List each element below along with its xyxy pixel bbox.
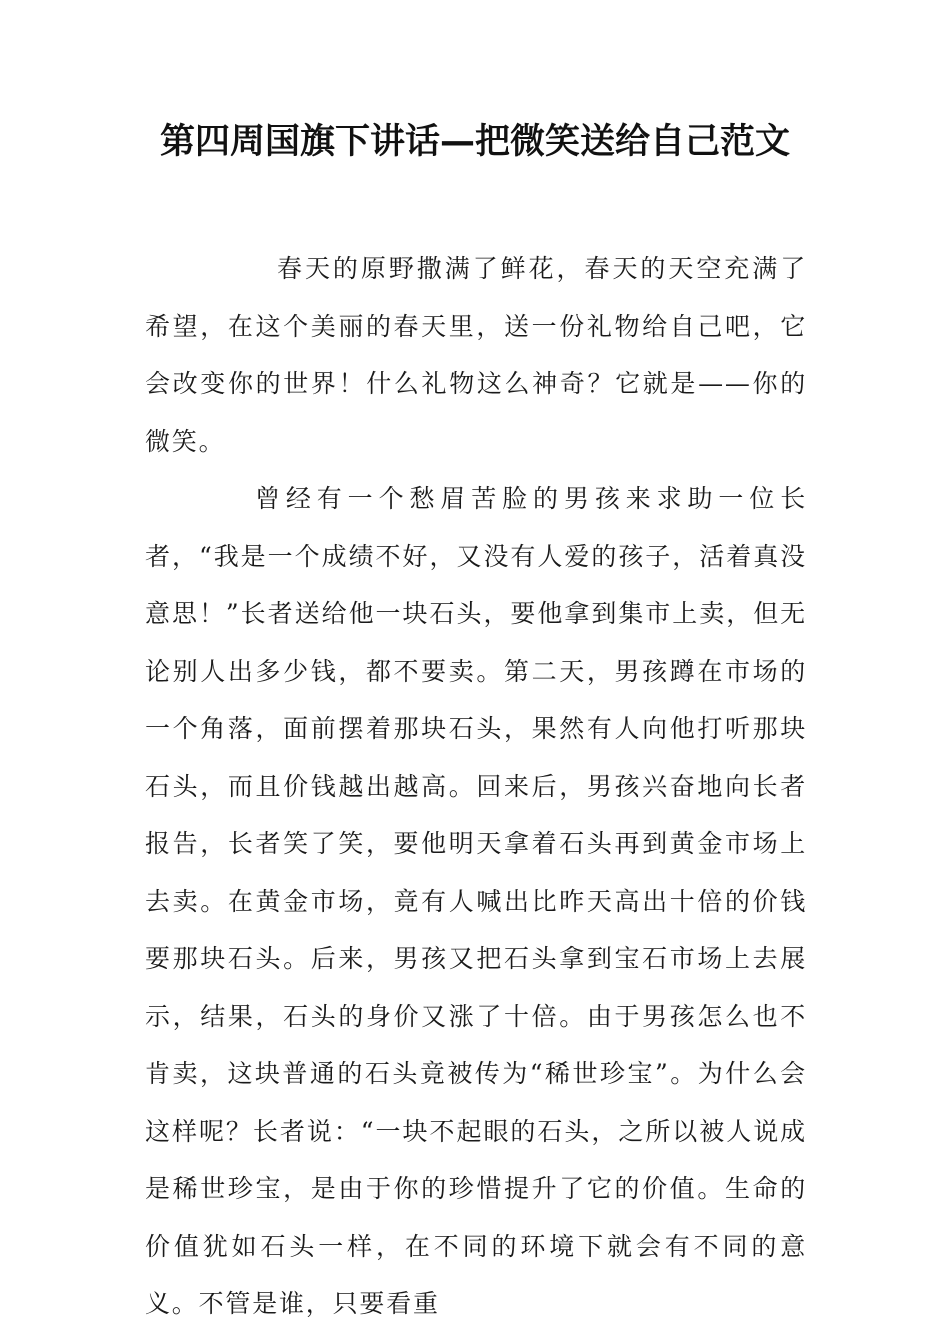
- paragraph-1: 春天的原野撒满了鲜花，春天的天空充满了希望，在这个美丽的春天里，送一份礼物给自己吧，它会改变你的世界！什么礼物这么神奇？它就是——你的微笑。: [145, 254, 807, 456]
- document-title: 第四周国旗下讲话—把微笑送给自己范文: [159, 122, 790, 162]
- paragraph-2: 曾经有一个愁眉苦脸的男孩来求助一位长者，“我是一个成绩不好，又没有人爱的孩子，活着真没意思！”长者送给他一块石头，要他拿到集市上卖，但无论别人出多少钱，都不要卖。第二天，男孩蹲在市场的一个角落，面前摆着那块石头，果然有人向他打听那块石头，而且价钱越出越高。回来后，男孩兴奋地向长者报告，长者笑了笑，要他明天拿着石头再到黄金市场上去卖。在黄金市场，竟有人喊出比昨天高出十倍的价钱要那块石头。后来，男孩又把石头拿到宝石市场上去展示，结果，石头的身价又涨了十倍。由于男孩怎么也不肯卖，这块普通的石头竟被传为“稀世珍宝”。为什么会这样呢？长者说：“一块不起眼的石头，之所以被人说成是稀世珍宝，是由于你的珍惜提升了它的价值。生命的价值犹如石头一样，在不同的环境下就会有不同的意义。不管是谁，只要看重: [145, 484, 807, 1318]
- document-body: [145, 240, 807, 1333]
